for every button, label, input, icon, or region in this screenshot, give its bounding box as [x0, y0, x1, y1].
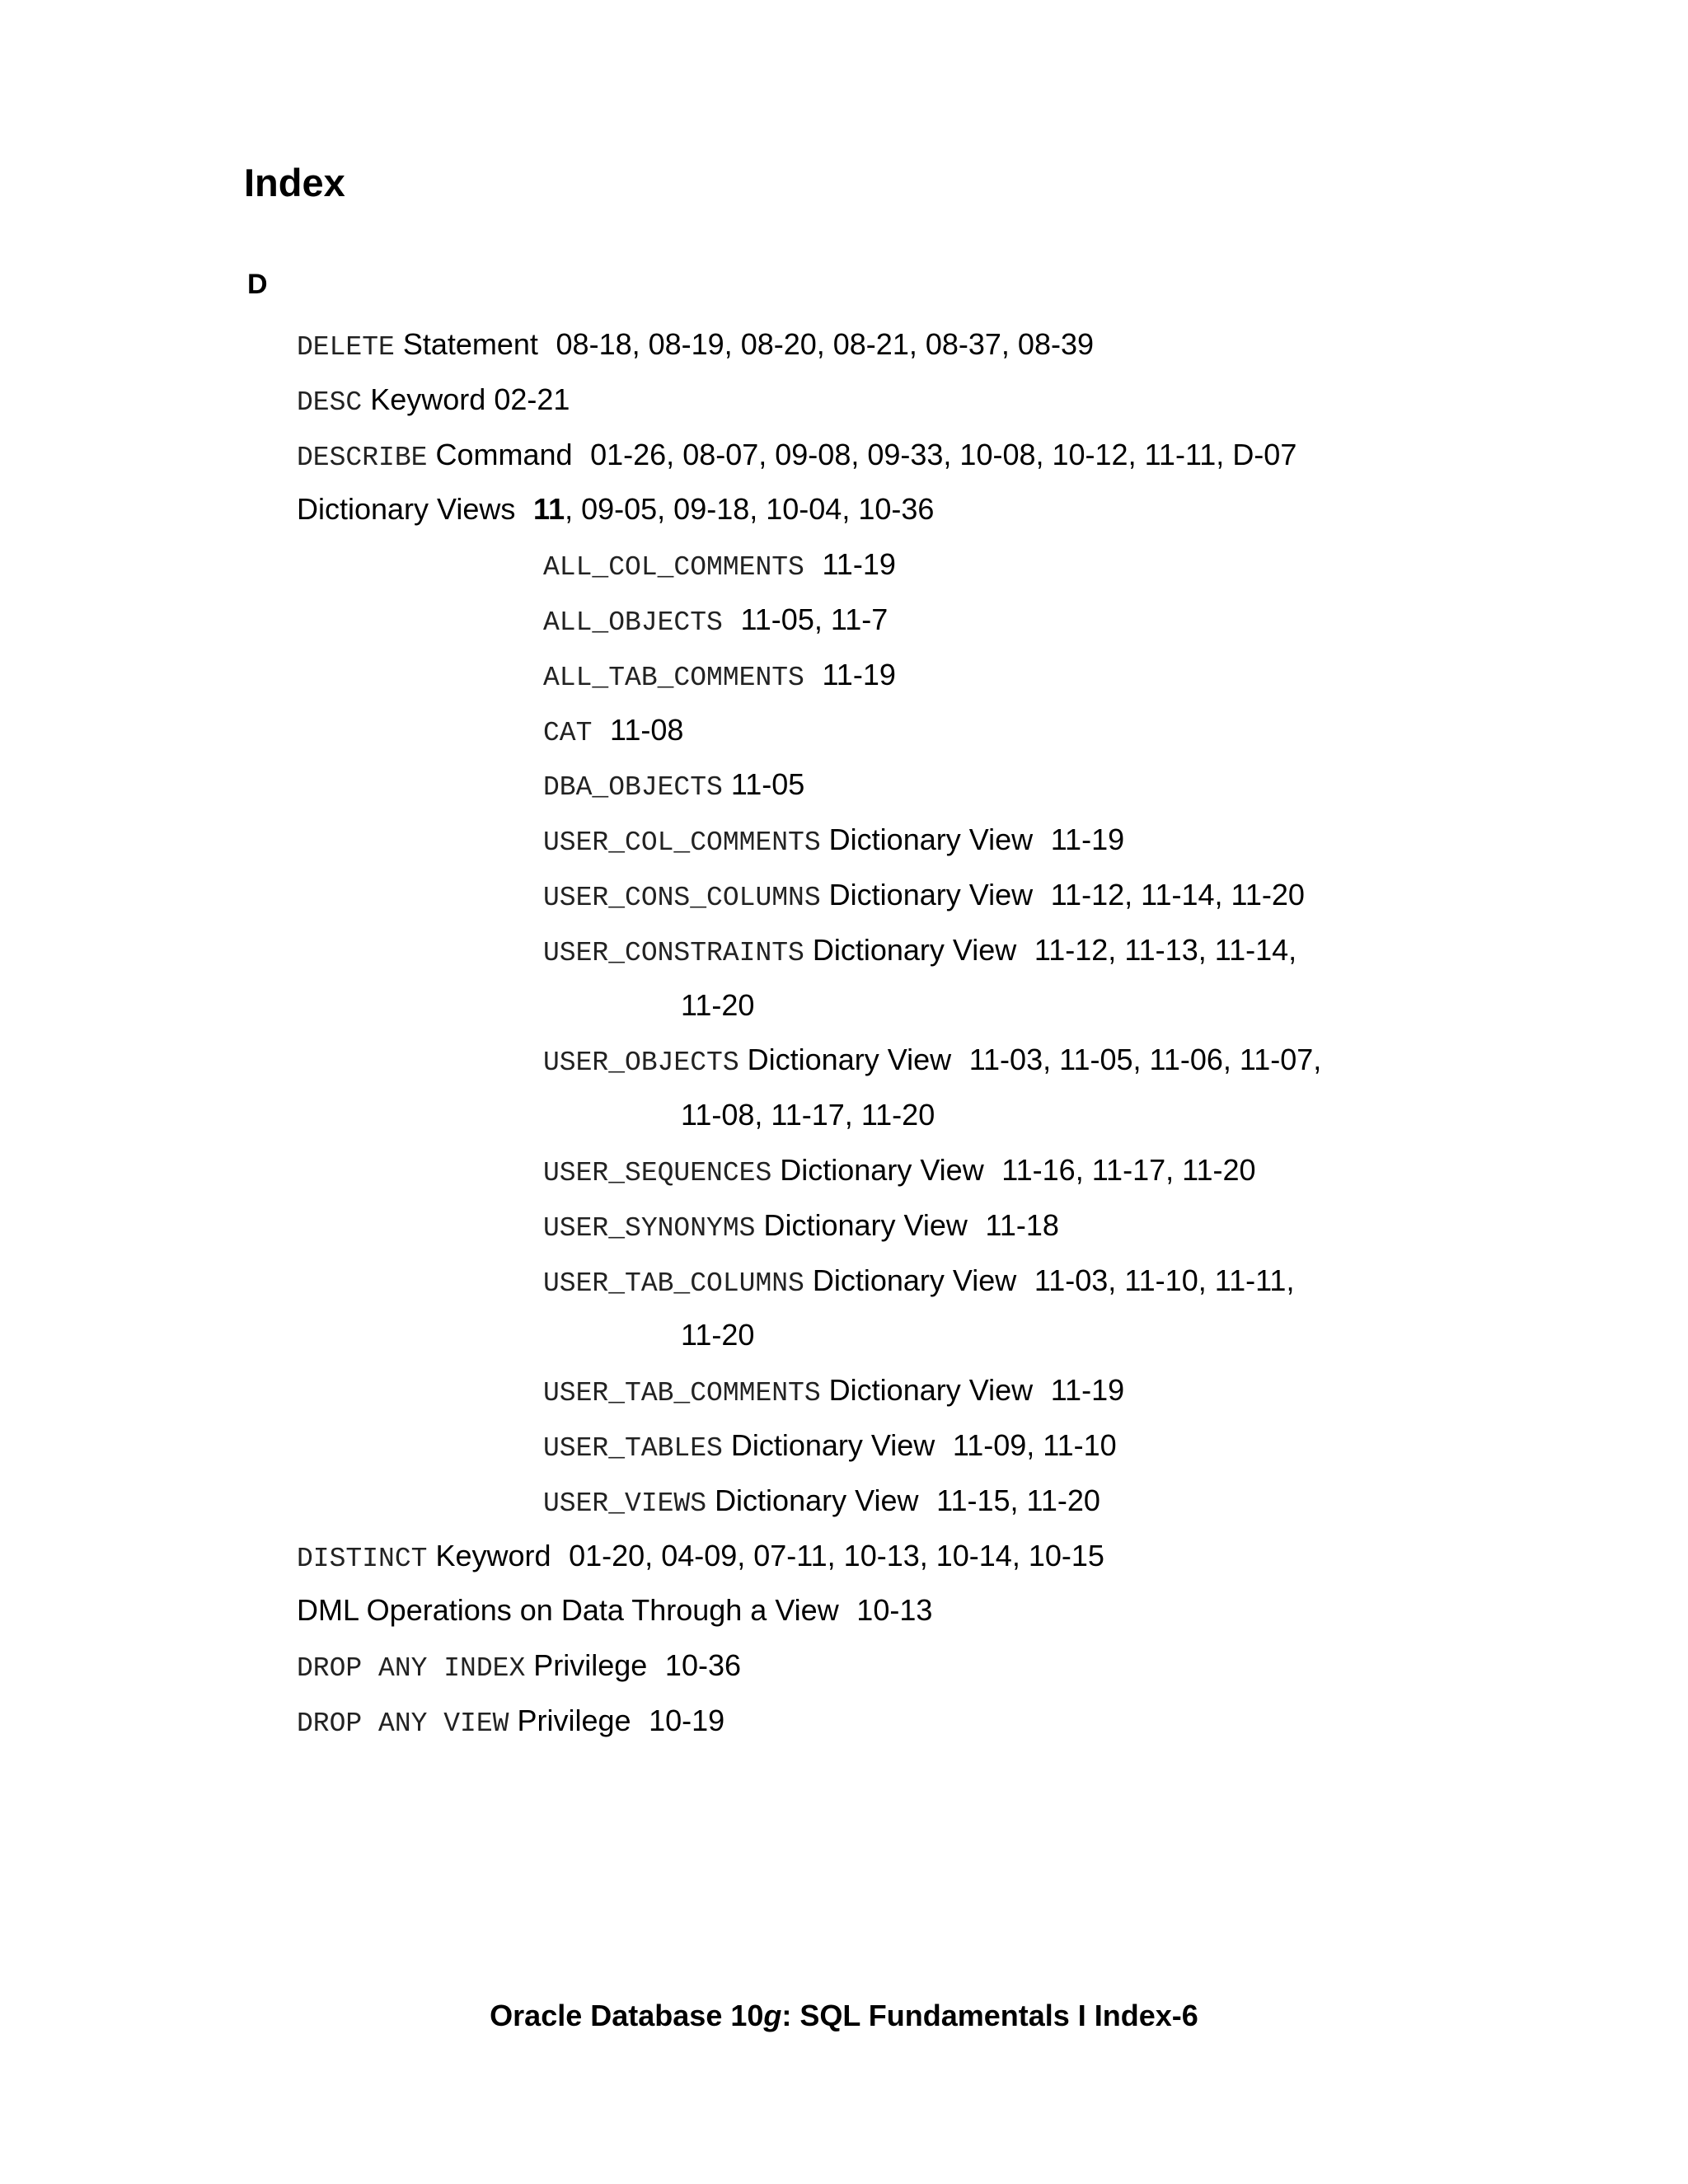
- entry-page-refs: 11-15, 11-20: [936, 1483, 1100, 1517]
- index-subentry: [0, 703, 1688, 758]
- entry-term-text: Dictionary View: [730, 1427, 935, 1462]
- entry-page-refs: 02-21: [494, 382, 570, 416]
- entry-page-refs: 01-26, 08-07, 09-08, 09-33, 10-08, 10-12, 11-11, D-07: [590, 437, 1297, 471]
- index-subentry: [0, 813, 1688, 868]
- entry-term-code: ALL_COL_COMMENTS: [543, 552, 804, 583]
- entry-page-refs: 10-13: [856, 1593, 933, 1628]
- entry-page-refs: 11-12, 11-14, 11-20: [1050, 877, 1305, 912]
- entry-term-text: Dictionary View: [828, 877, 1034, 912]
- entry-page-refs: 11-19: [1050, 1373, 1125, 1408]
- entry-term-text: Dictionary View: [747, 1043, 952, 1077]
- index-subentry: [0, 1363, 1688, 1418]
- entry-term-text: Keyword: [435, 1538, 551, 1572]
- footer-title-prefix: Oracle Database 10: [490, 1999, 764, 2032]
- entry-page-refs: 11-08: [610, 712, 684, 747]
- entry-page-refs: 11-19: [822, 657, 896, 691]
- index-subentry: [0, 1474, 1688, 1529]
- index-entry: [0, 482, 1688, 537]
- entry-page-refs: 10-36: [664, 1648, 741, 1683]
- entry-page-refs: 11-16, 11-17, 11-20: [1001, 1152, 1256, 1187]
- entry-term-code: USER_CONS_COLUMNS: [543, 882, 821, 913]
- entry-term-text: Dictionary View: [715, 1483, 919, 1517]
- entry-term-text: Dictionary Views: [297, 492, 516, 527]
- index-subentry: [0, 593, 1688, 648]
- entry-term-code: DESCRIBE: [297, 442, 428, 473]
- entry-term-text: Command: [435, 437, 573, 471]
- entry-term-text: Dictionary View: [780, 1152, 984, 1187]
- entry-term-code: DROP ANY VIEW: [297, 1708, 509, 1739]
- entry-page-refs: 11-19: [1050, 823, 1125, 857]
- entry-term-text: Privilege: [517, 1703, 631, 1737]
- index-subentry: [0, 1254, 1688, 1309]
- entry-term-code: CAT: [543, 717, 593, 748]
- page-title: Index: [244, 161, 345, 204]
- index-entry: [0, 317, 1688, 373]
- footer-title-suffix: : SQL Fundamentals I Index-6: [781, 1999, 1198, 2032]
- entry-term-code: DBA_OBJECTS: [543, 772, 723, 804]
- entry-page-refs: 11-09, 11-10: [952, 1427, 1117, 1462]
- index-subentry: [0, 1418, 1688, 1474]
- index-subentry: [0, 1198, 1688, 1254]
- index-subentry: [0, 1143, 1688, 1198]
- index-entry: [0, 428, 1688, 483]
- index-subentry: [0, 1033, 1688, 1088]
- index-entry: [0, 1529, 1688, 1584]
- entry-page-refs: 11-19: [822, 547, 896, 582]
- page-footer: [0, 2001, 1688, 2031]
- entry-page-refs: 01-20, 04-09, 07-11, 10-13, 10-14, 10-15: [569, 1538, 1104, 1572]
- index-subentry: [0, 648, 1688, 703]
- entry-page-refs: 11-18: [985, 1207, 1059, 1242]
- entry-term-code: USER_COL_COMMENTS: [543, 827, 821, 859]
- entry-page-refs: 11-03, 11-10, 11-11,: [1034, 1263, 1295, 1297]
- entry-term-code: USER_TAB_COLUMNS: [543, 1268, 804, 1299]
- entry-term-text: Dictionary View: [828, 823, 1034, 857]
- entry-term-code: DELETE: [297, 332, 395, 363]
- entry-term-code: USER_SEQUENCES: [543, 1157, 772, 1188]
- entry-page-refs: 11-12, 11-13, 11-14,: [1034, 932, 1297, 967]
- entry-term-code: ALL_TAB_COMMENTS: [543, 662, 804, 693]
- entry-page-refs: 11-08, 11-17, 11-20: [681, 1098, 935, 1132]
- entry-term-code: DESC: [297, 387, 363, 418]
- entry-term-text: DML Operations on Data Through a View: [297, 1593, 839, 1628]
- entry-page-refs: 11-05, 11-7: [740, 602, 889, 636]
- entry-term-code: USER_SYNONYMS: [543, 1212, 756, 1244]
- entry-page-refs: 11-20: [681, 1318, 755, 1352]
- entry-term-text: Keyword: [370, 382, 486, 416]
- entry-term-text: Dictionary View: [812, 1263, 1017, 1297]
- index-subentry: [0, 868, 1688, 923]
- index-subentry-continuation: [0, 1088, 1688, 1143]
- entry-term-code: USER_TABLES: [543, 1432, 723, 1464]
- entry-term-text: Dictionary View: [828, 1373, 1034, 1408]
- entry-term-code: USER_OBJECTS: [543, 1047, 739, 1079]
- entry-page-refs: 11-20: [681, 987, 755, 1022]
- index-entry: [0, 1694, 1688, 1749]
- entry-term-code: DROP ANY INDEX: [297, 1653, 526, 1685]
- entry-term-code: USER_CONSTRAINTS: [543, 937, 804, 968]
- index-entry: [0, 373, 1688, 428]
- entry-page-refs: 10-19: [649, 1703, 725, 1737]
- index-subentry: [0, 537, 1688, 593]
- entry-term-code: ALL_OBJECTS: [543, 607, 723, 638]
- entry-term-text: Dictionary View: [763, 1207, 968, 1242]
- entry-page-refs: 11-05: [730, 767, 805, 802]
- index-subentry-continuation: [0, 1308, 1688, 1363]
- entry-term-text: Statement: [402, 327, 538, 361]
- index-subentry: [0, 757, 1688, 813]
- index-entry: [0, 1583, 1688, 1638]
- index-subentry-continuation: [0, 978, 1688, 1033]
- entry-page-refs: 11-03, 11-05, 11-06, 11-07,: [968, 1043, 1322, 1077]
- entry-page-refs: , 09-05, 09-18, 10-04, 10-36: [565, 492, 935, 527]
- entry-term-code: USER_TAB_COMMENTS: [543, 1378, 821, 1409]
- entry-term-code: USER_VIEWS: [543, 1488, 707, 1519]
- index-subentry: [0, 923, 1688, 978]
- entry-primary-page-ref: 11: [533, 492, 565, 527]
- section-letter: D: [247, 269, 268, 300]
- entry-page-refs: 08-18, 08-19, 08-20, 08-21, 08-37, 08-39: [556, 327, 1094, 361]
- index-entry-list: [0, 317, 1688, 1749]
- entry-term-code: DISTINCT: [297, 1543, 428, 1574]
- entry-term-text: Dictionary View: [812, 932, 1017, 967]
- index-entry: [0, 1638, 1688, 1694]
- entry-term-text: Privilege: [533, 1648, 648, 1683]
- footer-title-italic: g: [763, 1999, 782, 2032]
